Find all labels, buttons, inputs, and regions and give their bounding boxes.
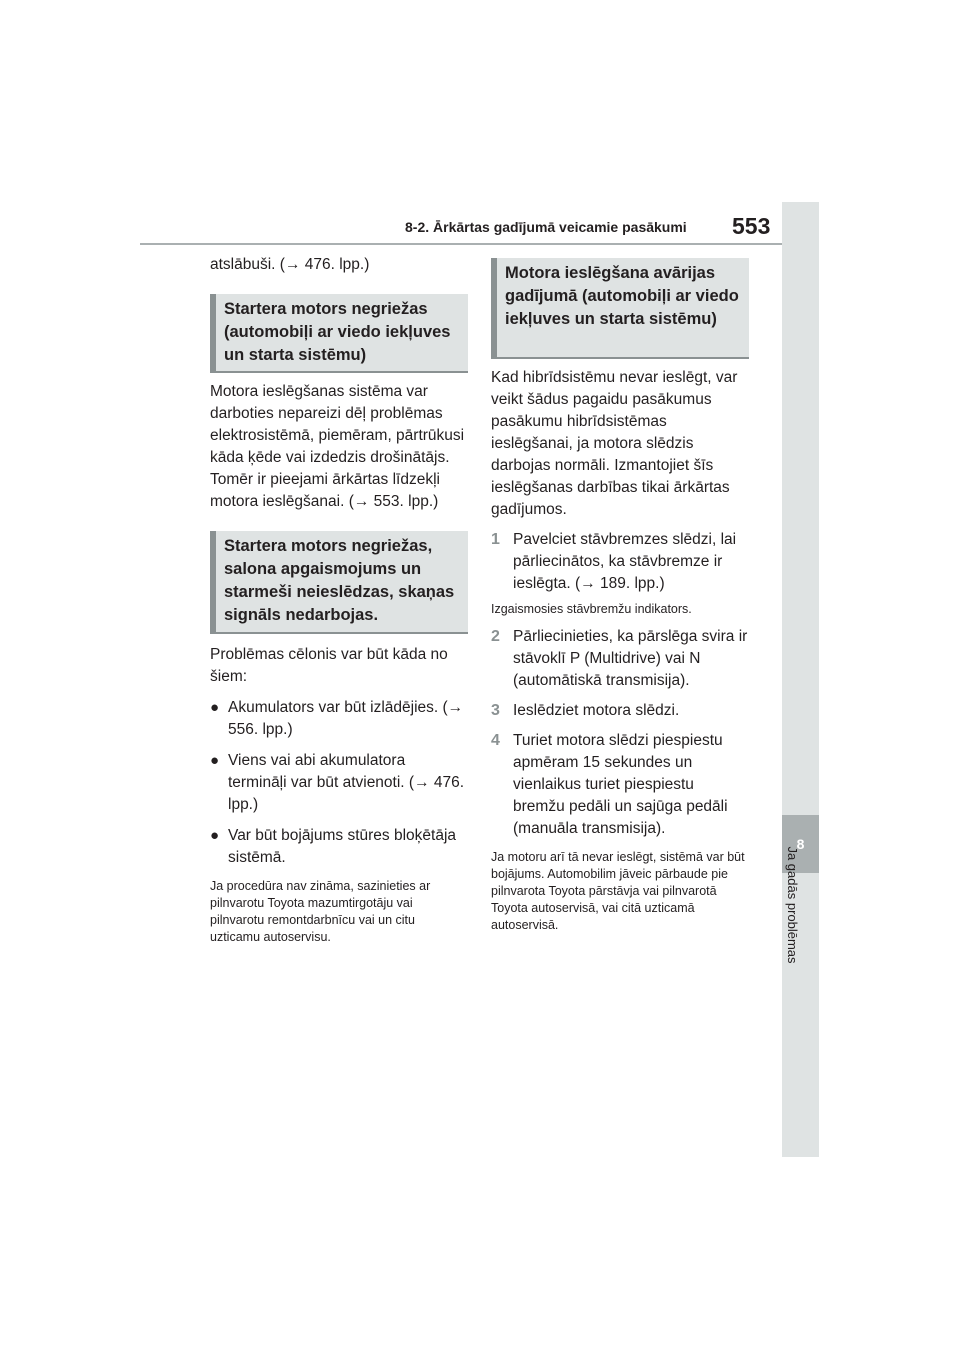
paragraph-emergency-intro: Kad hibrīdsistēmu nevar ieslēgt, var veikt šādus pagaidu pasākumus pasākumu hibrīdsistēmas ieslēgšanai, ja motora slēdzis darbojas normāli. Izmantojiet šīs ieslēgšanas darbības tikai ārkārtas gadījumos. xyxy=(491,369,738,518)
chapter-side-tab xyxy=(782,202,819,1157)
right-column xyxy=(491,258,749,934)
bullet-icon: ● xyxy=(210,699,220,716)
step-item xyxy=(491,626,749,692)
final-note: Ja motoru arī tā nevar ieslēgt, sistēmā var būt bojājums. Automobilim jāveic pārbaude pie pilnvarota Toyota pārstāvja vai pilnvarotā Toyota autoservisā, vai citā uzticamā autoservisā. xyxy=(491,850,745,932)
heading-box-no-lights xyxy=(210,531,468,634)
heading-box-starter-no-crank xyxy=(210,294,468,373)
paragraph-causes-intro: Problēmas cēlonis var būt kāda no šiem: xyxy=(210,646,448,685)
step-text: Turiet motora slēdzi piespiestu apmēram 15 sekundes un vienlaikus turiet piespiestu bremžu pedāli un sajūga pedāli (manuāla transmisija). xyxy=(513,732,728,837)
intro-line: atslābuši. (→ 476. lpp.) xyxy=(210,256,370,273)
heading-text: Startera motors negriežas (automobiļi ar viedo iekļuves un starta sistēmu) xyxy=(224,300,451,364)
contact-note: Ja procedūra nav zināma, sazinieties ar pilnvarotu Toyota mazumtirgotāju vai pilnvarotu remontdarbnīcu vai un citu uzticamu autoservisu. xyxy=(210,879,431,944)
left-column xyxy=(210,254,468,946)
list-item xyxy=(210,697,468,741)
bullet-text: Var būt bojājums stūres bloķētāja sistēmā. xyxy=(228,827,457,866)
page-number: 553 xyxy=(732,213,771,239)
step-item xyxy=(491,700,749,722)
chapter-label: Ja gadās problēmas xyxy=(785,846,800,964)
bullet-text: Akumulators var būt izlādējies. (→ 556. lpp.) xyxy=(228,699,464,738)
list-item xyxy=(210,825,468,869)
chapter-number-badge: 8 xyxy=(782,815,819,873)
header-rule xyxy=(140,243,782,245)
step-text: Ieslēdziet motora slēdzi. xyxy=(513,702,680,719)
paragraph-ignition-issue: Motora ieslēgšanas sistēma var darboties nepareizi dēļ problēmas elektrosistēmā, piemēram, pārtrūkusi kāda ķēde vai izdedzis drošinātājs. Tomēr ir pieejami ārkārtas līdzekļi motora ieslēgšanai. (→ 553. lpp.) xyxy=(210,383,465,510)
list-item xyxy=(210,750,468,816)
section-title: 8-2. Ārkārtas gadījumā veicamie pasākumi xyxy=(405,219,687,235)
step-item xyxy=(491,529,749,595)
step-text: Pārliecinieties, ka pārslēga svira ir stāvoklī P (Multidrive) vai N (automātiskā transmisija). xyxy=(513,628,748,689)
bullet-text: Viens vai abi akumulatora termināļi var būt atvienoti. (→ 476. lpp.) xyxy=(228,752,465,813)
step-text: Pavelciet stāvbremzes slēdzi, lai pārliecinātos, ka stāvbremze ir ieslēgta. (→ 189. lpp.) xyxy=(513,531,737,592)
heading-text: Startera motors negriežas, salona apgaismojums un starmeši neieslēdzas, skaņas signāls nedarbojas. xyxy=(224,537,455,624)
step-item xyxy=(491,730,749,840)
bullet-icon: ● xyxy=(210,752,220,769)
step-number: 3 xyxy=(491,702,500,719)
step-note: Izgaismosies stāvbremžu indikators. xyxy=(491,602,692,616)
heading-box-emergency-start xyxy=(491,258,749,359)
bullet-icon: ● xyxy=(210,827,220,844)
step-number: 2 xyxy=(491,628,500,645)
step-number: 1 xyxy=(491,531,500,548)
heading-text: Motora ieslēgšana avārijas gadījumā (automobiļi ar viedo iekļuves un starta sistēmu) xyxy=(505,264,739,328)
step-number: 4 xyxy=(491,732,500,749)
